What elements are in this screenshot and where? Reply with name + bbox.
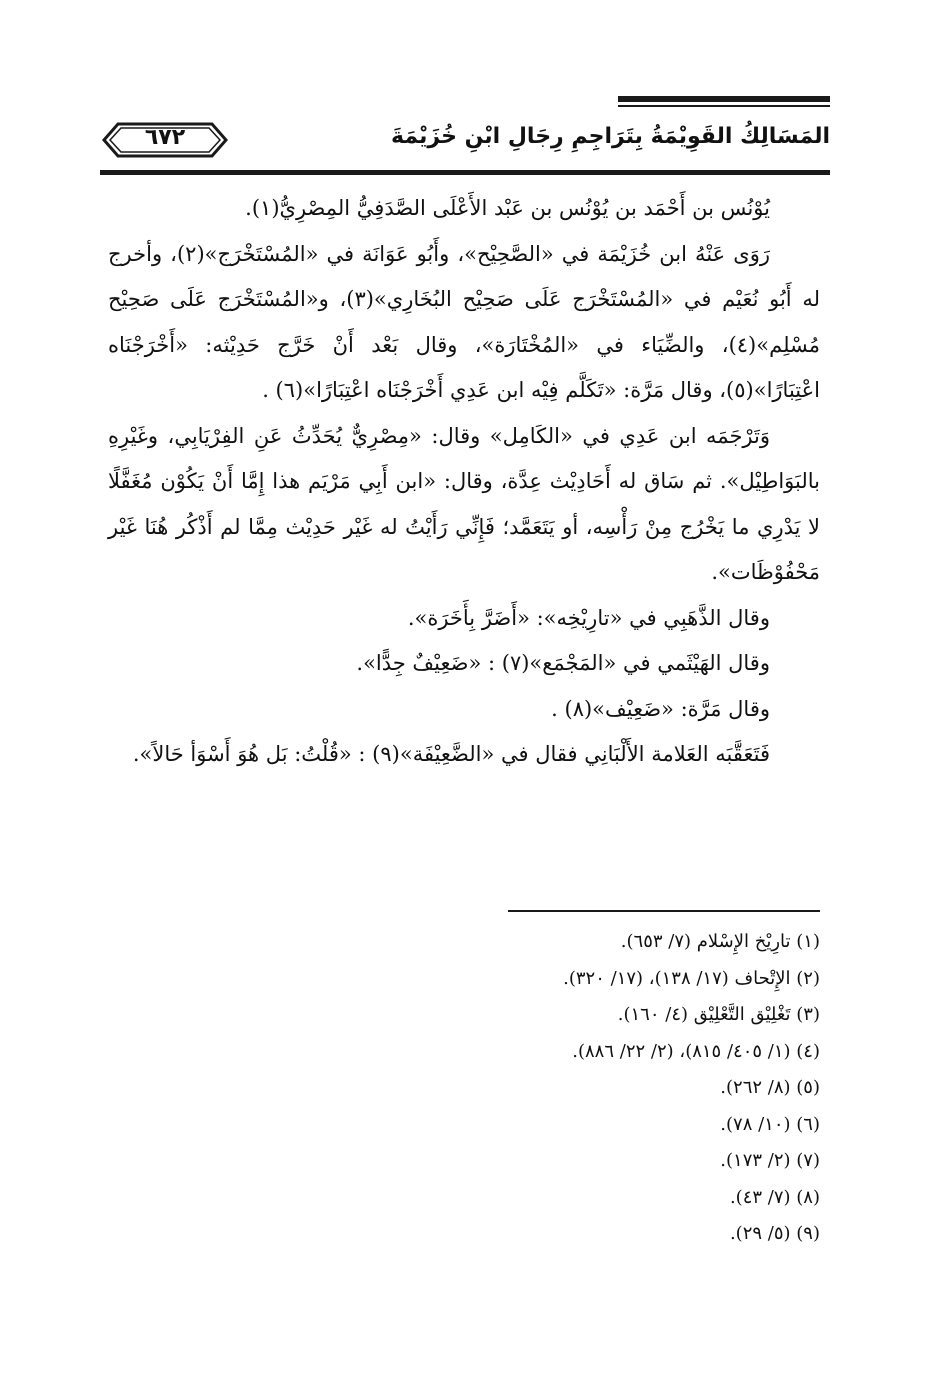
- footnote-6: (٦) (١٠/ ٧٨).: [720, 1113, 820, 1135]
- page-number: ٦٧٢: [144, 125, 186, 150]
- paragraph-dhahabi: وقال الذَّهَبِي في «تارِيْخِه»: «أَضَرَّ بِأَخَرَة».: [407, 605, 770, 630]
- footnote-3: (٣) تَغْلِيْق التَّعْلِيْق (٤/ ١٦٠).: [617, 1004, 820, 1025]
- paragraph-albani: فَتَعَقَّبَه العَلامة الأَلْبَانِي فقال في «الضَّعِيْفَة»(٩) : «قُلْتُ: بَل هُوَ أَسْوَأ حَالاً».: [132, 742, 770, 766]
- page-number-badge: [100, 118, 230, 162]
- footnote-9: (٩) (٥/ ٢٩).: [729, 1223, 820, 1244]
- paragraph-ibn-adi: وَتَرْجَمَه ابن عَدِي في «الكَامِل» وقال: «مِصْرِيٌّ يُحَدِّثُ عَنِ الفِرْيَابِي، وغَيْرِهِ بالبَوَاطِيْل». ثم سَاق له أَحَادِيْث عِدَّة، وقال: «ابن أَبِي مَرْيَم هذا إِمَّا أَنْ يَكُوْن مُغَفَّلًا لا يَدْرِي ما يَخْرُج مِنْ رَأْسِه، أو يَتَعَمَّد؛ فَإِنِّي رَأَيْتُ له غَيْر حَدِيْث مِمَّا لم أَذْكُر هُنَا غَيْر مَحْفُوْظَات».: [108, 423, 820, 584]
- footnote-2: (٢) الإِتْحاف (١٧/ ١٣٨)، (١٧/ ٣٢٠).: [563, 967, 820, 989]
- footnote-8: (٨) (٧/ ٤٣).: [729, 1186, 820, 1208]
- footnote-7: (٧) (٢/ ١٧٣).: [720, 1150, 820, 1171]
- footnotes: [300, 924, 820, 1253]
- footnote-separator: [508, 910, 820, 912]
- main-text: [108, 186, 820, 778]
- footnote-1: (١) تارِيْخ الإِسْلام (٧/ ٦٥٣).: [620, 931, 820, 952]
- page-header: [100, 118, 830, 166]
- narrator-name: يُوْنُس بن أَحْمَد بن يُوْنُس بن عَبْد الأَعْلَى الصَّدَفِيُّ المِصْرِيُّ(١).: [245, 196, 770, 220]
- paragraph-narrations: رَوَى عَنْهُ ابن خُزَيْمَة في «الصَّحِيْح»، وأَبُو عَوَانَة في «المُسْتَخْرَج»(٢)، وأخرج له أَبُو نُعَيْم في «المُسْتَخْرَج عَلَى صَحِيْح البُخَارِي»(٣)، و«المُسْتَخْرَج عَلَى صَحِيْح مُسْلِم»(٤)، والضِّيَاء في «المُخْتَارَة»، وقال بَعْد أَنْ خَرَّج حَدِيْثه: «أَخْرَجْنَاه اعْتِبَارًا»(٥)، وقال مَرَّة: «تَكَلَّم فِيْه ابن عَدِي أَخْرَجْنَاه اعْتِبَارًا»(٦) .: [108, 241, 820, 402]
- paragraph-haythami-2: وقال مَرَّة: «ضَعِيْف»(٨) .: [551, 696, 770, 721]
- paragraph-haythami: وقال الهَيْثَمي في «المَجْمَع»(٧) : «ضَعِيْفٌ جِدًّا».: [356, 651, 770, 675]
- running-title: المَسَالِكُ القَوِيْمَةُ بِتَرَاجِمِ رِجَالِ ابْنِ خُزَيْمَةَ: [391, 124, 830, 149]
- header-bottom-rule: [100, 170, 830, 175]
- footnote-4: (٤) (١/ ٤٠٥/ ٨١٥)، (٢/ ٢٢/ ٨٨٦).: [572, 1040, 820, 1062]
- header-top-thin-rule: [618, 105, 830, 107]
- header-top-rule: [618, 96, 830, 102]
- footnote-5: (٥) (٨/ ٢٦٢).: [720, 1077, 820, 1098]
